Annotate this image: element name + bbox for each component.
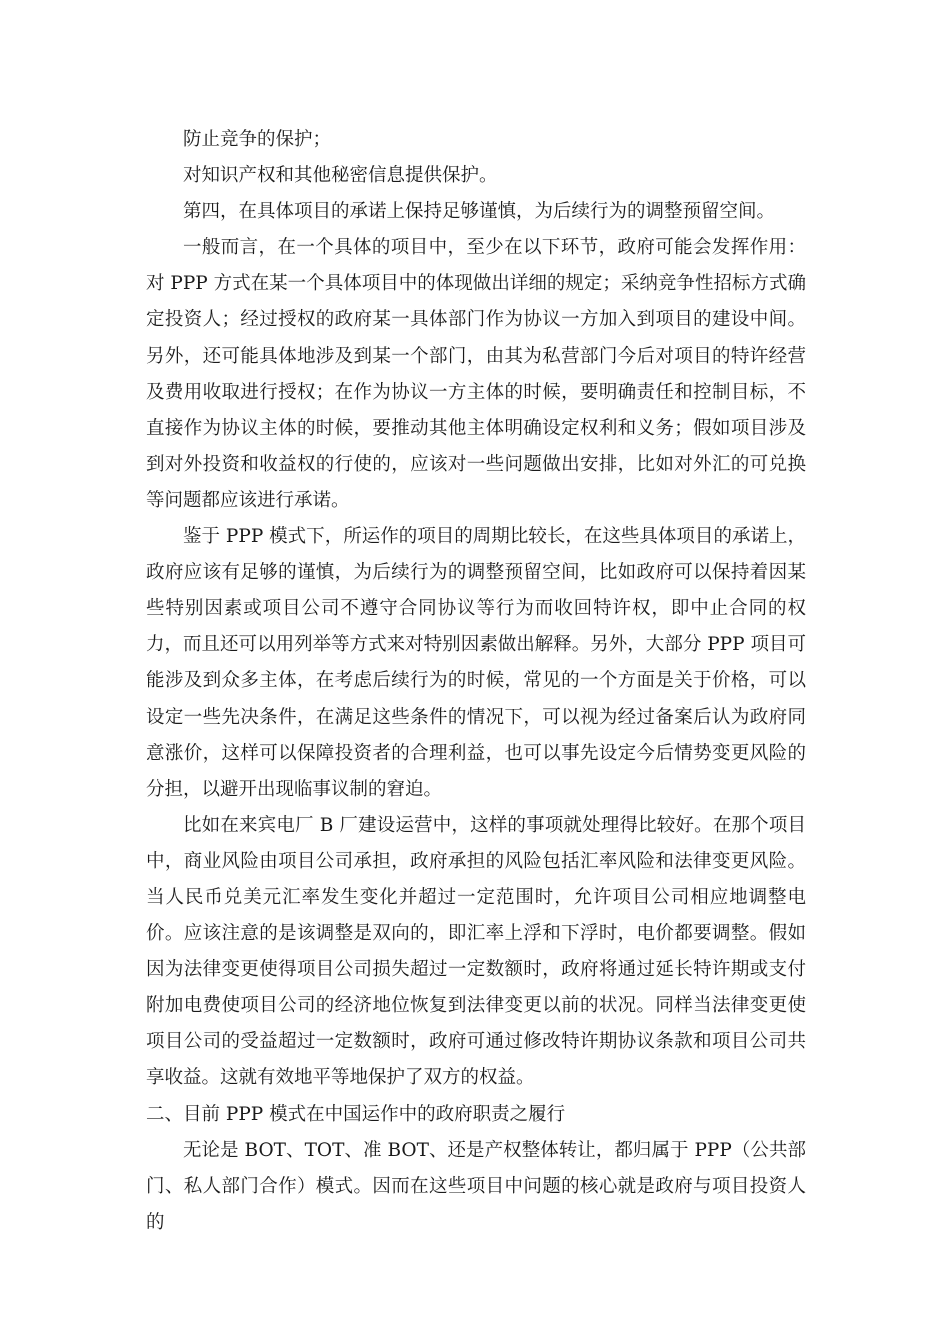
document-body	[146, 122, 806, 1241]
section-heading-two: 二、目前 PPP 模式在中国运作中的政府职责之履行	[146, 1103, 566, 1125]
paragraph-ppp-forms: 无论是 BOT、TOT、准 BOT、还是产权整体转让，都归属于 PPP（公共部门、私人部门合作）模式。因而在这些项目中问题的核心就是政府与项目投资人的	[146, 1139, 806, 1233]
paragraph-competition-protection: 防止竞争的保护；	[183, 129, 332, 150]
paragraph-fourth-point: 第四，在具体项目的承诺上保持足够谨慎，为后续行为的调整预留空间。	[183, 201, 776, 223]
paragraph-long-cycle-caution: 鉴于 PPP 模式下，所运作的项目的周期比较长，在这些具体项目的承诺上，政府应该有足够的谨慎，为后续行为的调整预留空间，比如政府可以保持着因某些特别因素或项目公司不遵守合同协议等行为而收回特许权，即中止合同的权力，而且还可以用列举等方式来对特别因素做出解释。另外，大部分 PPP 项目可能涉及到众多主体，在考虑后续行为的时候，常见的一个方面是关于价格，可以设定一些先决条件，在满足这些条件的情况下，可以视为经过备案后认为政府同意涨价，这样可以保障投资者的合理利益，也可以事先设定今后情势变更风险的分担，以避开出现临事议制的窘迫。	[146, 526, 806, 800]
paragraph-ip-protection: 对知识产权和其他秘密信息提供保护。	[183, 165, 498, 187]
paragraph-government-roles: 一般而言，在一个具体的项目中，至少在以下环节，政府可能会发挥作用：对 PPP 方式在某一个具体项目中的体现做出详细的规定；采纳竞争性招标方式确定投资人；经过授权的政府某一具体部门作为协议一方加入到项目的建设中间。另外，还可能具体地涉及到某一个部门，由其为私营部门今后对项目的特许经营及费用收取进行授权；在作为协议一方主体的时候，要明确责任和控制目标，不直接作为协议主体的时候，要推动其他主体明确设定权利和义务；假如项目涉及到对外投资和收益权的行使的，应该对一些问题做出安排，比如对外汇的可兑换等问题都应该进行承诺。	[146, 237, 806, 511]
paragraph-laibin-example: 比如在来宾电厂 B 厂建设运营中，这样的事项就处理得比较好。在那个项目中，商业风险由项目公司承担，政府承担的风险包括汇率风险和法律变更风险。当人民币兑美元汇率发生变化并超过一定范围时，允许项目公司相应地调整电价。应该注意的是该调整是双向的，即汇率上浮和下浮时，电价都要调整。假如因为法律变更使得项目公司损失超过一定数额时，政府将通过延长特许期或支付附加电费使项目公司的经济地位恢复到法律变更以前的状况。同样当法律变更使项目公司的受益超过一定数额时，政府可通过修改特许期协议条款和项目公司共享收益。这就有效地平等地保护了双方的权益。	[146, 814, 806, 1089]
